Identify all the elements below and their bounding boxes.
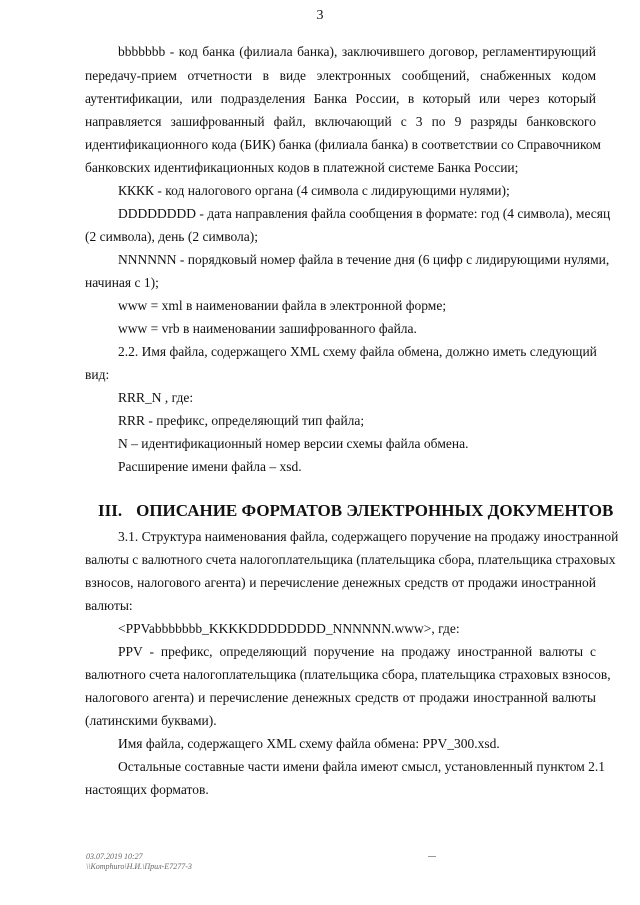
text-line: взносов, налогового агента) и перечисление денежных средств от продажи иностранной: [85, 575, 596, 590]
text-line: передачу-прием отчетности в виде электронных сообщений, снабженных кодом: [85, 68, 596, 83]
text-line: bbbbbbb - код банка (филиала банка), заключившего договор, регламентирующий: [118, 44, 596, 59]
text-line: Имя файла, содержащего XML схему файла обмена: PPV_300.xsd.: [118, 736, 500, 751]
text-line: валюты:: [85, 598, 133, 613]
text-line: 3.1. Структура наименования файла, содержащего поручение на продажу иностранной: [118, 529, 619, 544]
text-line: DDDDDDDD - дата направления файла сообщения в формате: год (4 символа), месяц: [118, 206, 611, 221]
footer-path: \\Komphuro\Н.И.\Прил-Е7277-3: [86, 862, 192, 871]
text-line: валютного счета налогоплательщика (плательщика сбора, плательщика страховых взносов,: [85, 667, 611, 682]
text-line: валюты с валютного счета налогоплательщика (плательщика сбора, плательщика страховых: [85, 552, 616, 567]
text-line: аутентификации, или подразделения Банка России, в который или через который: [85, 91, 596, 106]
text-line: КККК - код налогового органа (4 символа с лидирующими нулями);: [118, 183, 510, 198]
section-heading: [98, 501, 613, 521]
text-line: 2.2. Имя файла, содержащего XML схему файла обмена, должно иметь следующий: [118, 344, 597, 359]
text-line: (2 символа), день (2 символа);: [85, 229, 259, 244]
footer-date: 03.07.2019 10:27: [86, 852, 143, 861]
text-line: идентификационного кода (БИК) банка (филиала банка) в соответствии со Справочником: [85, 137, 601, 152]
text-line: RRR - префикс, определяющий тип файла;: [118, 413, 365, 428]
text-line: www = vrb в наименовании зашифрованного файла.: [118, 321, 417, 336]
text-line: Расширение имени файла – xsd.: [118, 459, 302, 474]
text-line: направляется зашифрованный файл, включающий с 3 по 9 разряды банковского: [85, 114, 596, 129]
text-line: RRR_N , где:: [118, 390, 194, 405]
scan-mark: [428, 856, 436, 857]
text-line: www = xml в наименовании файла в электронной форме;: [118, 298, 447, 313]
text-line: вид:: [85, 367, 110, 382]
text-line: NNNNNN - порядковый номер файла в течение дня (6 цифр с лидирующими нулями,: [118, 252, 610, 267]
section-title: ОПИСАНИЕ ФОРМАТОВ ЭЛЕКТРОННЫХ ДОКУМЕНТОВ: [136, 501, 614, 520]
text-line: Остальные составные части имени файла имеют смысл, установленный пунктом 2.1: [118, 759, 605, 774]
text-line: настоящих форматов.: [85, 782, 209, 797]
text-line: банковских идентификационных кодов в платежной системе Банка России;: [85, 160, 519, 175]
text-line: PPV - префикс, определяющий поручение на продажу иностранной валюты с: [118, 644, 596, 659]
section-number: III.: [98, 501, 123, 520]
text-line: <PPVabbbbbbb_KKKKDDDDDDDD_NNNNNN.www>, где:: [118, 621, 460, 636]
text-line: налогового агента) и перечисление денежных средств от продажи иностранной валюты: [85, 690, 596, 705]
text-line: (латинскими буквами).: [85, 713, 217, 728]
text-line: начиная с 1);: [85, 275, 159, 290]
page-number: 3: [316, 8, 324, 23]
text-line: N – идентификационный номер версии схемы файла обмена.: [118, 436, 469, 451]
